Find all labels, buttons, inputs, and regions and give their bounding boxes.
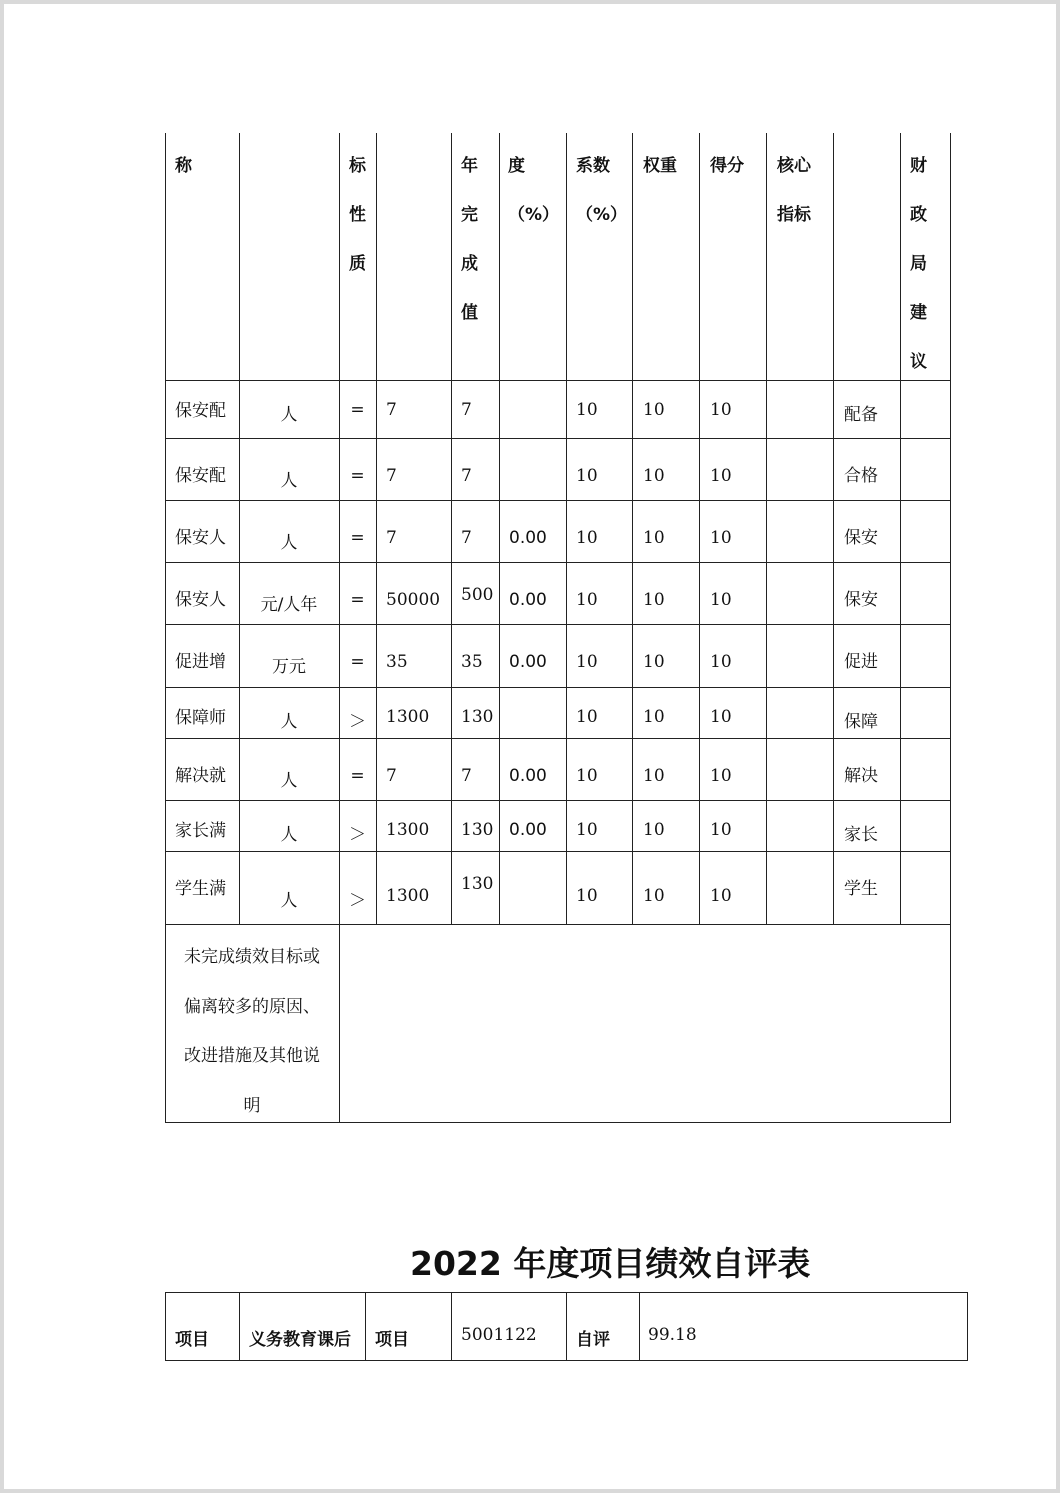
cell-unit: 人 [280,405,298,425]
cell-coef: 10 [576,707,598,727]
cell-op: = [350,528,365,548]
reason-label: 未完成绩效目标或 偏离较多的原因、 改进措施及其他说 明 [184,947,320,1116]
cell-name: 解决就 [175,766,226,786]
cell-unit: 人 [280,712,298,732]
cell-score: 10 [710,886,732,906]
cell-coef: 10 [576,400,598,420]
cell-unit: 人 [280,471,298,491]
cell-score: 10 [710,707,732,727]
cell-score: 10 [710,590,732,610]
header-coef: 系数 （%） [576,156,628,225]
cell-coef: 10 [576,590,598,610]
header-weight: 权重 [643,156,677,176]
cell-name: 学生满 [175,879,226,899]
cell-name: 保安人 [175,528,226,548]
cell-degree: 0.00 [509,652,547,672]
cell-score: 10 [710,766,732,786]
cell-name: 保安人 [175,590,226,610]
cell-degree: 0.00 [509,820,547,840]
cell-actual: 7 [461,400,472,420]
cell-name: 促进增 [175,652,226,672]
cell-weight: 10 [643,820,665,840]
cell-actual: 500 [461,585,494,605]
cell-target: 1300 [386,886,430,906]
cell-target: 7 [386,466,397,486]
cell-coef: 10 [576,820,598,840]
cell-unit: 元/人年 [260,595,318,615]
cell-target: 50000 [386,590,441,610]
cell-degree: 0.00 [509,766,547,786]
cell-weight: 10 [643,466,665,486]
cell-coef: 10 [576,766,598,786]
cell-op: ＞ [349,712,366,732]
cell-unit: 人 [280,825,298,845]
cell-note: 合格 [844,466,878,486]
summary-project-code: 5001122 [461,1325,537,1345]
cell-target: 7 [386,766,397,786]
cell-actual: 130 [461,707,494,727]
cell-actual: 130 [461,820,494,840]
cell-note: 家长 [844,825,878,845]
cell-target: 35 [386,652,408,672]
summary-project-name: 义务教育课后 [249,1330,351,1350]
header-core: 核心 指标 [777,156,811,225]
cell-name: 保安配 [175,466,226,486]
cell-note: 保安 [844,590,878,610]
header-actual: 年 完 成 值 [461,156,478,323]
cell-score: 10 [710,466,732,486]
cell-actual: 7 [461,466,472,486]
cell-score: 10 [710,528,732,548]
cell-name: 保安配 [175,401,226,421]
cell-actual: 7 [461,766,472,786]
cell-note: 配备 [844,405,878,425]
cell-target: 1300 [386,707,430,727]
summary-self-eval-score: 99.18 [648,1325,697,1345]
cell-coef: 10 [576,652,598,672]
header-name: 称 [175,156,192,176]
cell-actual: 35 [461,652,483,672]
cell-op: ＞ [349,891,366,911]
cell-unit: 人 [280,533,298,553]
cell-coef: 10 [576,528,598,548]
cell-unit: 万元 [272,657,306,677]
cell-target: 7 [386,400,397,420]
cell-weight: 10 [643,400,665,420]
cell-note: 解决 [844,766,878,786]
header-nature: 标 性 质 [349,156,366,274]
cell-coef: 10 [576,886,598,906]
summary-project-label: 项目 [175,1330,209,1350]
cell-op: = [350,652,365,672]
cell-op: = [350,400,365,420]
cell-weight: 10 [643,707,665,727]
page-title: 2022 年度项目绩效自评表 [410,1244,811,1283]
cell-weight: 10 [643,528,665,548]
cell-actual: 7 [461,528,472,548]
cell-target: 7 [386,528,397,548]
summary-project-code-label: 项目 [375,1330,409,1350]
cell-score: 10 [710,400,732,420]
cell-op: = [350,766,365,786]
header-score: 得分 [710,156,744,176]
cell-note: 保障 [844,712,878,732]
cell-note: 学生 [844,879,878,899]
cell-target: 1300 [386,820,430,840]
cell-weight: 10 [643,590,665,610]
cell-score: 10 [710,820,732,840]
cell-op: = [350,590,365,610]
header-finance: 财 政 局 建 议 [910,156,927,372]
cell-note: 保安 [844,528,878,548]
cell-name: 保障师 [175,708,226,728]
cell-unit: 人 [280,771,298,791]
cell-actual: 130 [461,874,494,894]
cell-op: ＞ [349,825,366,845]
reason-content[interactable] [341,926,949,1120]
cell-name: 家长满 [175,821,226,841]
cell-weight: 10 [643,886,665,906]
cell-weight: 10 [643,652,665,672]
cell-degree: 0.00 [509,528,547,548]
cell-note: 促进 [844,652,878,672]
header-degree: 度 （%） [508,156,560,225]
cell-degree: 0.00 [509,590,547,610]
summary-self-eval-label: 自评 [576,1330,610,1350]
cell-coef: 10 [576,466,598,486]
cell-weight: 10 [643,766,665,786]
cell-op: = [350,466,365,486]
cell-unit: 人 [280,891,298,911]
cell-score: 10 [710,652,732,672]
